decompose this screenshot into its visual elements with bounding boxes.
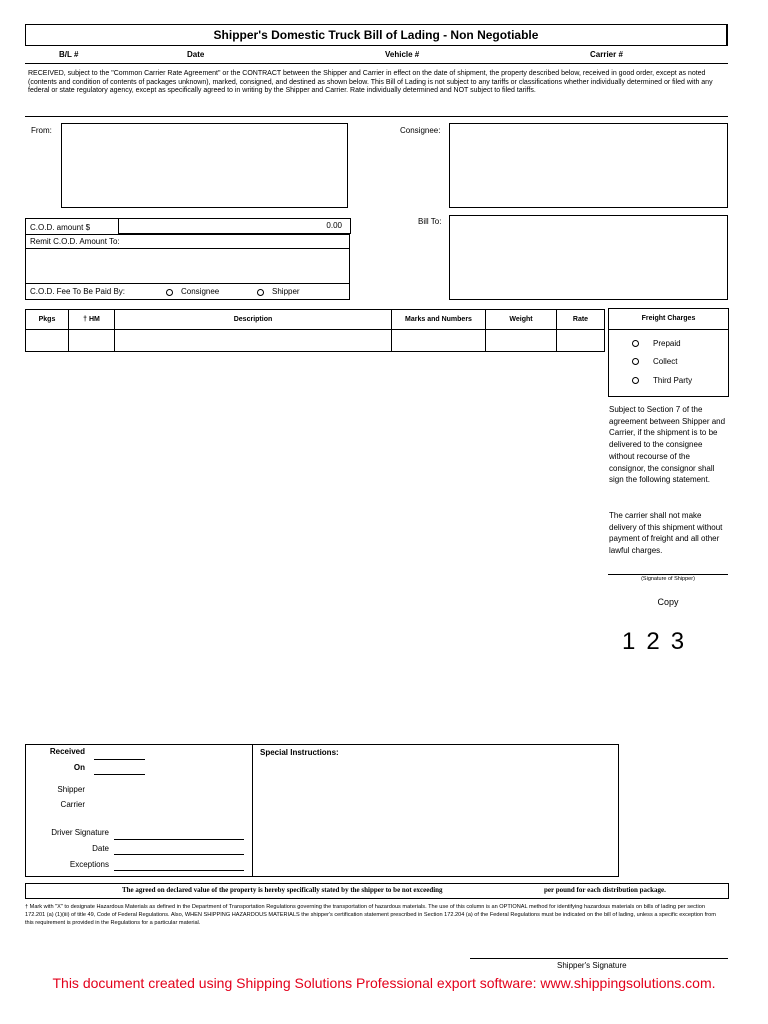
- freight-collect-radio[interactable]: [632, 358, 639, 365]
- cod-section: [25, 218, 350, 300]
- cod-fee-label: C.O.D. Fee To Be Paid By:: [30, 287, 126, 296]
- freight-third-party-radio[interactable]: [632, 377, 639, 384]
- copy-label: Copy: [657, 597, 679, 607]
- remit-cod-label: Remit C.O.D. Amount To:: [30, 237, 120, 246]
- col-weight: Weight: [486, 310, 557, 330]
- carrier-number-label: Carrier #: [590, 50, 623, 59]
- hazmat-footnote: † Mark with "X" to designate Hazardous Materials as defined in the Department of Transportation Regulations governing the transportation of hazardous materials. The use of this column is an OPTIONAL method for identifying hazardous materials on bills of lading per section 172.201 (a) (1)(iii) of title 49, Code of Federal Regulations. Also, WHEN SHIPPING HAZARDOUS MATERIALS the shipper's certification statement prescribed in Section 172.204 (a) of the Federal Regulations must be indicated on the bill of lading, unless a specific exception from this requirement is provided in the Regulations for a particular material.: [25, 904, 716, 926]
- cod-amount-value: 0.00: [326, 221, 342, 230]
- document-title: Shipper's Domestic Truck Bill of Lading - Non Negotiable: [25, 24, 728, 46]
- driver-signature-line[interactable]: [114, 839, 244, 840]
- shippers-signature-label: Shipper's Signature: [557, 961, 627, 970]
- cod-fee-consignee-label: Consignee: [181, 287, 220, 296]
- copy-number-3: 3: [670, 628, 685, 655]
- declared-value-suffix: per pound for each distribution package.: [544, 886, 666, 894]
- carrier-payment-text: The carrier shall not make delivery of this shipment without payment of freight and all other lawful charges.: [609, 511, 723, 556]
- cell-weight[interactable]: [486, 330, 557, 352]
- copy-number-2: 2: [646, 628, 660, 655]
- freight-charges-title: Freight Charges: [609, 309, 728, 330]
- col-rate: Rate: [557, 310, 605, 330]
- carrier-label: Carrier: [60, 800, 85, 809]
- bl-number-label: B/L #: [59, 50, 79, 59]
- freight-third-party-label: Third Party: [653, 376, 693, 385]
- cod-fee-shipper-radio[interactable]: [257, 289, 264, 296]
- shipper-label: Shipper: [57, 785, 85, 794]
- cod-amount-label: C.O.D. amount $: [30, 223, 91, 232]
- shipper-signature-line[interactable]: [608, 574, 728, 575]
- goods-table: [25, 309, 605, 352]
- freight-prepaid-radio[interactable]: [632, 340, 639, 347]
- received-label: Received: [49, 747, 85, 756]
- freight-collect-label: Collect: [653, 357, 678, 366]
- driver-signature-label: Driver Signature: [51, 828, 109, 837]
- declared-value-text: The agreed on declared value of the property is hereby specifically stated by the shipper to be not exceeding: [122, 886, 443, 894]
- promo-footer: This document created using Shipping Solutions Professional export software: www.shippingsolutions.com.: [52, 975, 716, 991]
- consignee-label: Consignee:: [400, 126, 441, 135]
- exceptions-label: Exceptions: [69, 860, 109, 869]
- cell-hm[interactable]: [69, 330, 115, 352]
- special-instructions-field[interactable]: [253, 758, 618, 876]
- on-line[interactable]: [94, 774, 145, 775]
- date-receipt-line[interactable]: [114, 854, 244, 855]
- col-hm: † HM: [69, 310, 115, 330]
- cod-amount-field[interactable]: [118, 218, 351, 234]
- on-label: On: [73, 763, 85, 772]
- cell-description[interactable]: [115, 330, 392, 352]
- copy-numbers: [622, 628, 695, 656]
- from-label: From:: [31, 126, 52, 135]
- special-instructions-label: Special Instructions:: [260, 748, 339, 757]
- cell-marks[interactable]: [392, 330, 486, 352]
- col-description: Description: [115, 310, 392, 330]
- cell-rate[interactable]: [557, 330, 605, 352]
- received-terms-text: RECEIVED, subject to the "Common Carrier Rate Agreement" or the CONTRACT between the Shipper and Carrier in effect on the date of shipment, the property described below, received in good order, except as noted (contents and condition of contents of packages unknown), marked, consigned, and destined as shown below. This Bill of Lading is not subject to any tariffs or classifications whether individually determined or filed with any federal or state regulatory agency, except as specifically agreed to in writing by the Shipper and Carrier. Rate individually determined and NOT subject to filed tariffs.: [28, 70, 713, 95]
- table-row: [26, 330, 605, 352]
- copy-number-1: 1: [622, 628, 636, 655]
- cell-pkgs[interactable]: [26, 330, 69, 352]
- col-pkgs: Pkgs: [26, 310, 69, 330]
- received-line[interactable]: [94, 759, 145, 760]
- bill-to-label: Bill To:: [418, 217, 442, 226]
- from-address-box[interactable]: [61, 123, 348, 208]
- date-receipt-label: Date: [92, 844, 109, 853]
- cod-fee-shipper-label: Shipper: [272, 287, 300, 296]
- signature-of-shipper-label: (Signature of Shipper): [641, 576, 695, 582]
- col-marks: Marks and Numbers: [392, 310, 486, 330]
- header-rule: [25, 63, 728, 64]
- terms-rule: [25, 116, 728, 117]
- freight-prepaid-label: Prepaid: [653, 339, 681, 348]
- receipt-section: [25, 744, 619, 877]
- shippers-signature-line[interactable]: [470, 958, 728, 959]
- cod-fee-consignee-radio[interactable]: [166, 289, 173, 296]
- bill-to-address-box[interactable]: [449, 215, 728, 300]
- declared-value-box: [25, 883, 729, 899]
- section7-text: Subject to Section 7 of the agreement between Shipper and Carrier, if the shipment is to be delivered to the consignee without recourse of the consignor, the consignor shall sign the following statement.: [609, 405, 726, 485]
- date-label: Date: [187, 50, 205, 59]
- vehicle-number-label: Vehicle #: [385, 50, 420, 59]
- exceptions-line[interactable]: [114, 870, 244, 871]
- consignee-address-box[interactable]: [449, 123, 728, 208]
